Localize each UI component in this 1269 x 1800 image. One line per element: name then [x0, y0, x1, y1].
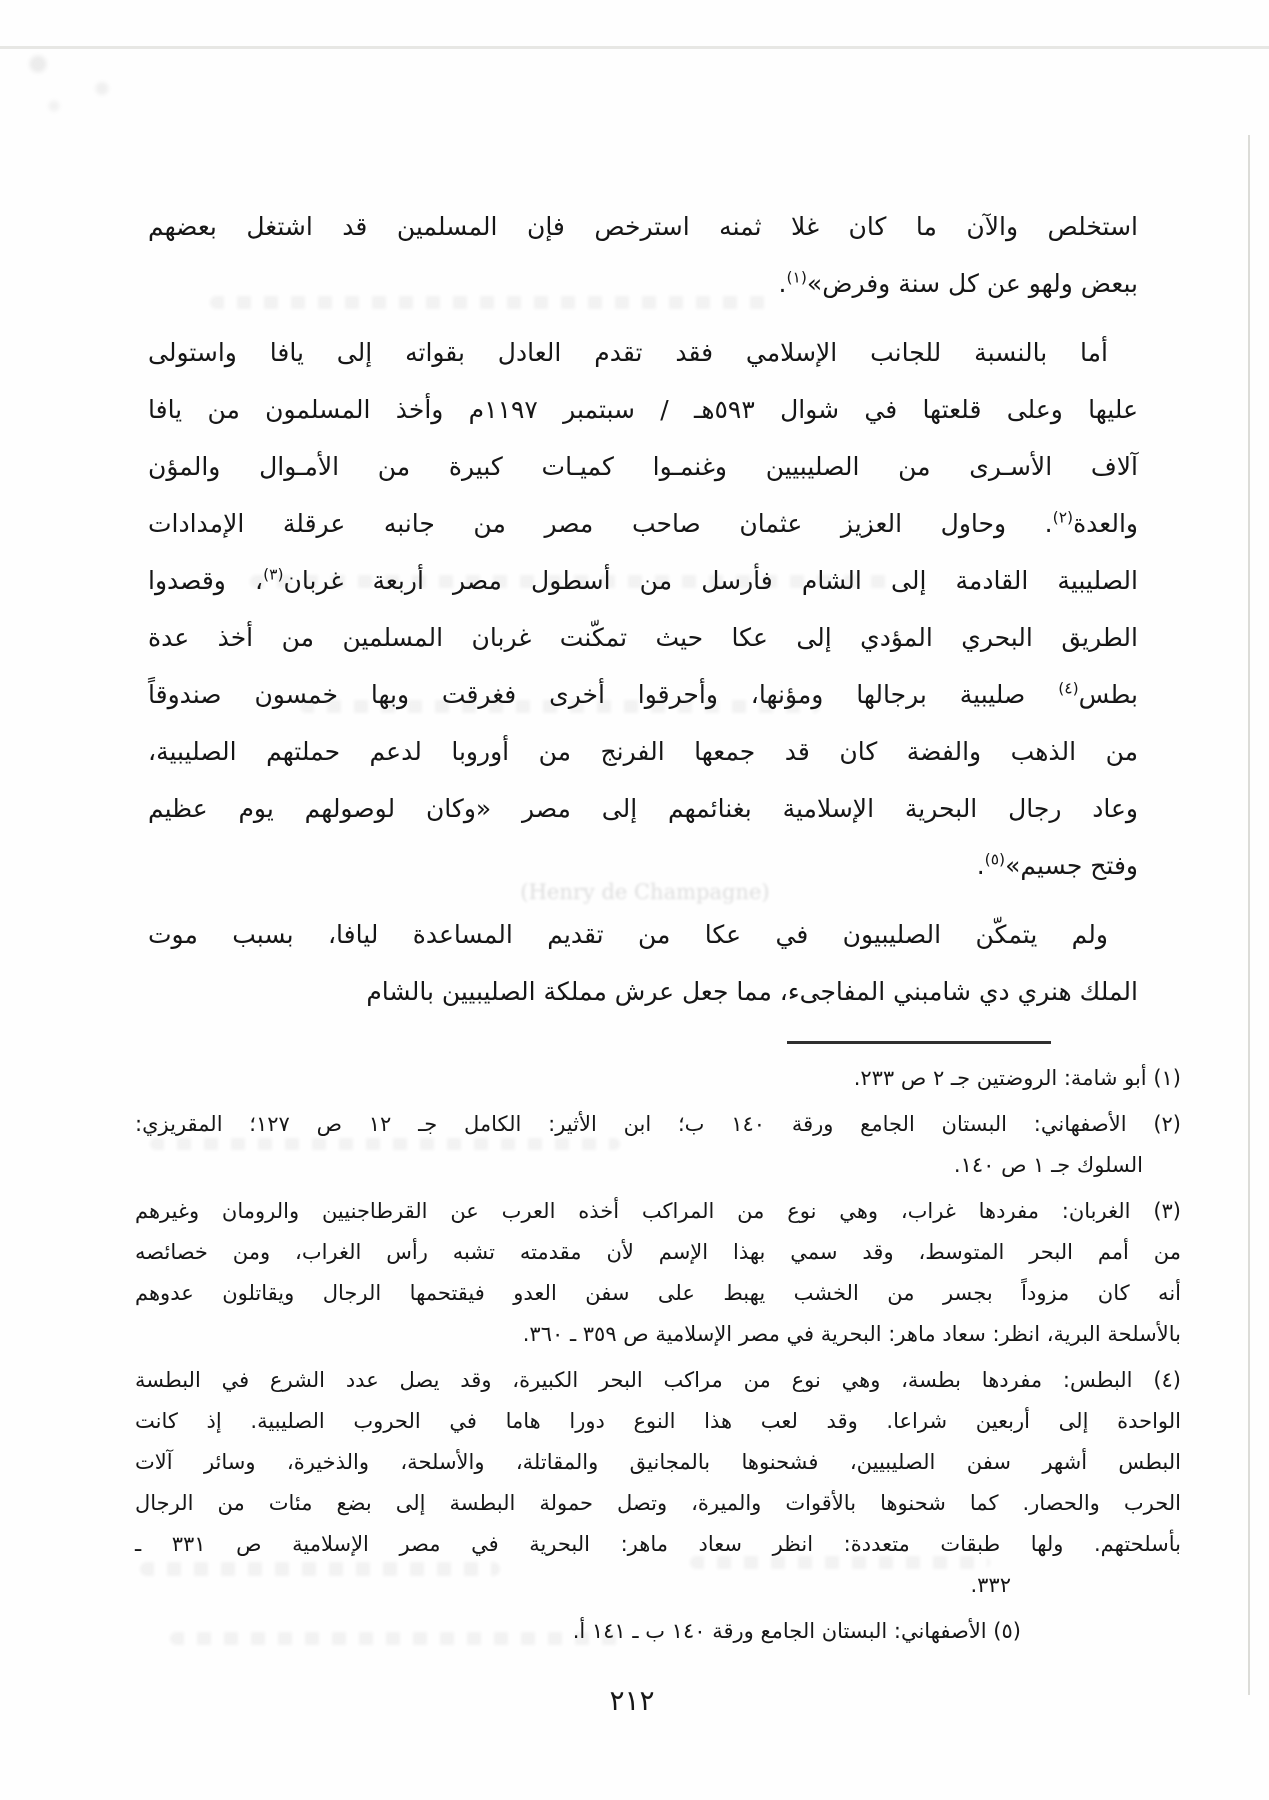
text-line: عليها وعلى قلعتها في شوال ٥٩٣هـ / سبتمبر ١١٩٧م وأخذ المسلمون من يافا: [148, 395, 1138, 424]
footnote-line: (٥) الأصفهاني: البستان الجامع ورقة ١٤٠ ب ـ ١٤١ أ.: [572, 1619, 1021, 1643]
text-line: الصليبية القادمة إلى الشام فأرسل من أسطول مصر أربعة غربان$^{(٣)}$، وقصدوا: [148, 565, 1138, 595]
text-line: الطريق البحري المؤدي إلى عكا حيث تمكّنت غربان المسلمين من أخذ عدة: [148, 623, 1138, 652]
text-line: والعدة$^{(٢)}$. وحاول العزيز عثمان صاحب مصر من جانبه عرقلة الإمدادات: [148, 508, 1138, 538]
text-line: الملك هنري دي شامبني المفاجىء، مما جعل عرش مملكة الصليبيين بالشام: [366, 977, 1138, 1006]
footnote-line: (٤) البطس: مفردها بطسة، وهي نوع من مراكب البحر الكبيرة، وقد يصل عدد الشرع في البطسة: [135, 1368, 1181, 1392]
text-line: من الذهب والفضة كان قد جمعها الفرنج من أوروبا لدعم حملتهم الصليبية،: [148, 737, 1138, 766]
text-line: ببعض ولهو عن كل سنة وفرض»$^{(١)}$.: [778, 268, 1138, 298]
main-text-block: [148, 198, 1138, 1020]
footnote: [135, 1611, 1181, 1652]
footnote: [135, 1104, 1181, 1186]
footnote-line: الحرب والحصار. كما شحنوها بالأقوات والميرة، وتصل حمولة البطسة إلى بضع مئات من الرجال: [135, 1491, 1181, 1515]
text-line: أما بالنسبة للجانب الإسلامي فقد تقدم العادل بقواته إلى يافا واستولى: [148, 338, 1108, 367]
scan-artifact-top-line: [0, 46, 1269, 49]
footnote-separator: [787, 1041, 1051, 1044]
text-line: وعاد رجال البحرية الإسلامية بغنائمهم إلى مصر «وكان لوصولهم يوم عظيم: [148, 794, 1138, 823]
footnote-line: (١) أبو شامة: الروضتين جـ ٢ ص ٢٣٣.: [853, 1066, 1181, 1090]
page-number: ٢١٢: [609, 1684, 655, 1717]
text-line: آلاف الأسـرى من الصليبيين وغنمـوا كميـات كبيرة من الأمـوال والمؤن: [148, 452, 1138, 481]
footnote-line: بأسلحتهم. ولها طبقات متعددة: انظر سعاد ماهر: البحرية في مصر الإسلامية ص ٣٣١ ـ: [135, 1532, 1181, 1556]
paragraph: [148, 198, 1138, 312]
footnote-line: (٣) الغربان: مفردها غراب، وهي نوع من المراكب أخذه العرب عن القرطاجنيين والرومان وغيرهم: [135, 1199, 1181, 1223]
paragraph: [148, 324, 1138, 894]
footnotes-block: [135, 1058, 1181, 1652]
scan-artifact-smudge: [6, 50, 166, 120]
text-line: استخلص والآن ما كان غلا ثمنه استرخص فإن المسلمين قد اشتغل بعضهم: [148, 212, 1138, 241]
text-line: بطس$^{(٤)}$ صليبية برجالها ومؤنها، وأحرقوا أخرى فغرقت وبها خمسون صندوقاً: [148, 679, 1138, 709]
scan-artifact-right-border: [1248, 135, 1250, 1695]
footnote-line: ٣٣٢.: [970, 1573, 1011, 1597]
text-line: ولم يتمكّن الصليبيون في عكا من تقديم المساعدة ليافا، بسبب موت: [148, 920, 1108, 949]
footnote: [135, 1058, 1181, 1099]
footnote-line: بالأسلحة البرية، انظر: سعاد ماهر: البحرية في مصر الإسلامية ص ٣٥٩ ـ ٣٦٠.: [522, 1322, 1181, 1346]
footnote-line: الواحدة إلى أربعين شراعا. وقد لعب هذا النوع دورا هاما في الحروب الصليبية. إذ كانت: [135, 1409, 1181, 1433]
footnote-line: البطس أشهر سفن الصليبيين، فشحنوها بالمجانيق والمقاتلة، والأسلحة، والذخيرة، وسائر آلات: [135, 1450, 1181, 1474]
paragraph: [148, 906, 1138, 1020]
footnote-line: السلوك جـ ١ ص ١٤٠.: [953, 1153, 1143, 1177]
footnote-line: أنه كان مزوداً بجسر من الخشب يهبط على سفن العدو فيقتحمها الرجال ويقاتلون عدوهم: [135, 1281, 1181, 1305]
text-line: وفتح جسيم»$^{(٥)}$.: [976, 850, 1138, 880]
footnote: [135, 1191, 1181, 1355]
footnote: [135, 1360, 1181, 1606]
footnote-line: من أمم البحر المتوسط، وقد سمي بهذا الإسم لأن مقدمته تشبه رأس الغراب، ومن خصائصه: [135, 1240, 1181, 1264]
bleedthrough-text: (Henry de Champagne): [520, 880, 770, 904]
footnote-line: (٢) الأصفهاني: البستان الجامع ورقة ١٤٠ ب؛ ابن الأثير: الكامل جـ ١٢ ص ١٢٧؛ المقريزي:: [135, 1112, 1181, 1136]
